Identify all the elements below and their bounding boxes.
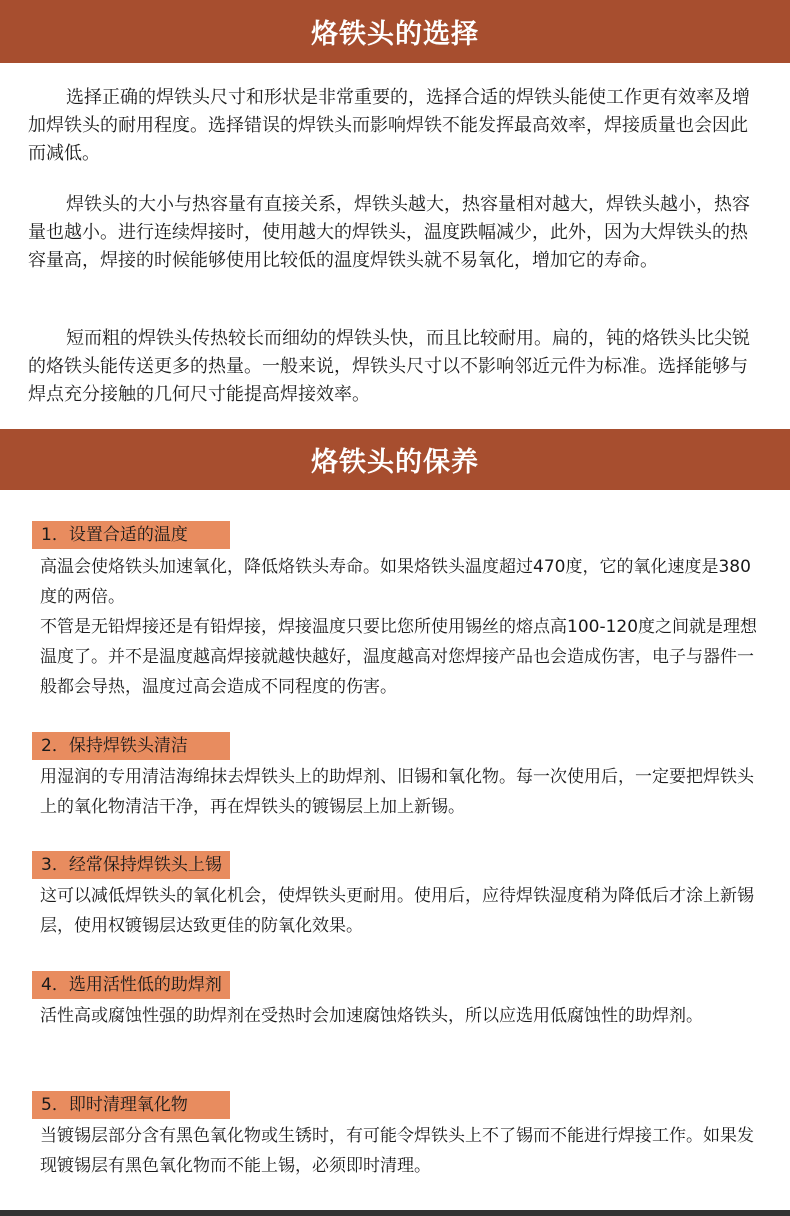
bottom-divider [0,1210,790,1216]
tip-1-body [40,552,760,702]
tip-2-body [40,762,760,822]
tip-5-label: 5．即时清理氧化物 [32,1091,230,1119]
tip-1-line-2: 不管是无铅焊接还是有铅焊接，焊接温度只要比您所使用锡丝的熔点高100-120度之间就是理想温度了。并不是温度越高焊接就越快越好，温度越高对您焊接产品也会造成伤害，电子与器件一般都会导热，温度过高会造成不同程度的伤害。 [40,617,758,697]
tip-1-line-1: 高温会使烙铁头加速氧化，降低烙铁头寿命。如果烙铁头温度超过470度，它的氧化速度是380度的两倍。 [40,557,751,607]
tip-3-line-1: 这可以减低焊铁头的氧化机会，使焊铁头更耐用。使用后，应待焊铁湿度稍为降低后才涂上新锡层，使用权镀锡层达致更佳的防氧化效果。 [40,886,754,936]
section-title-selection: 烙铁头的选择 [0,0,790,63]
tip-1-label: 1．设置合适的温度 [32,521,230,549]
tip-4-body [40,1001,760,1031]
selection-paragraph-2: 焊铁头的大小与热容量有直接关系，焊铁头越大，热容量相对越大，焊铁头越小，热容量也越小。进行连续焊接时，使用越大的焊铁头，温度跌幅减少，此外，因为大焊铁头的热容量高，焊接的时候能够使用比较低的温度焊铁头就不易氧化，增加它的寿命。 [28,194,750,271]
section-title-maintenance: 烙铁头的保养 [0,429,790,490]
tip-5-line-1: 当镀锡层部分含有黑色氧化物或生锈时，有可能令焊铁头上不了锡而不能进行焊接工作。如果发现镀锡层有黑色氧化物而不能上锡，必须即时清理。 [40,1126,754,1176]
tip-5-body [40,1121,760,1181]
tip-3-label: 3．经常保持焊铁头上锡 [32,851,230,879]
selection-paragraph-1: 选择正确的焊铁头尺寸和形状是非常重要的，选择合适的焊铁头能使工作更有效率及增加焊铁头的耐用程度。选择错误的焊铁头而影响焊铁不能发挥最高效率，焊接质量也会因此而减低。 [28,87,750,164]
tip-3-body [40,881,760,941]
tip-2-line-1: 用湿润的专用清洁海绵抹去焊铁头上的助焊剂、旧锡和氧化物。每一次使用后，一定要把焊铁头上的氧化物清洁干净，再在焊铁头的镀锡层上加上新锡。 [40,767,754,817]
tip-4-label: 4．选用活性低的助焊剂 [32,971,230,999]
tip-4-line-1: 活性高或腐蚀性强的助焊剂在受热时会加速腐蚀烙铁头，所以应选用低腐蚀性的助焊剂。 [40,1006,703,1026]
selection-paragraph-3: 短而粗的焊铁头传热较长而细幼的焊铁头快，而且比较耐用。扁的，钝的烙铁头比尖锐的烙铁头能传送更多的热量。一般来说，焊铁头尺寸以不影响邻近元件为标准。选择能够与焊点充分接触的几何尺寸能提高焊接效率。 [28,328,750,405]
tip-2-label: 2．保持焊铁头清洁 [32,732,230,760]
